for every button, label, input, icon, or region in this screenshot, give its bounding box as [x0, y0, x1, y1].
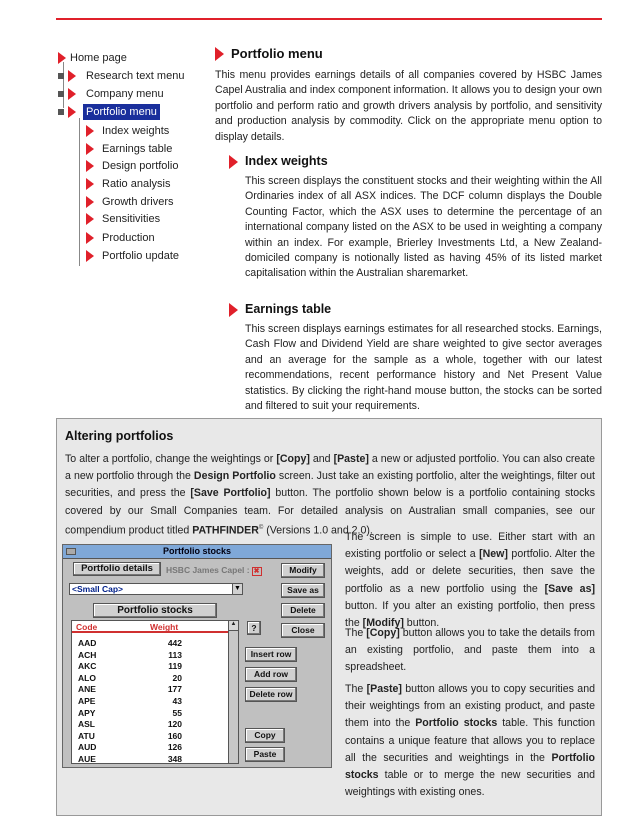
close-button[interactable]: Close: [281, 623, 325, 638]
unchecked-icon[interactable]: ✖: [253, 568, 260, 575]
stock-weight: 177: [167, 684, 182, 695]
portfolio-details-button[interactable]: Portfolio details: [73, 562, 161, 576]
red-arrow-icon: [68, 106, 76, 118]
stock-weight: 113: [168, 649, 182, 660]
save-as-button[interactable]: Save as: [281, 583, 325, 598]
tree-connector: [63, 62, 64, 108]
code-column-header[interactable]: Code: [76, 622, 98, 632]
weight-column-header[interactable]: Weight: [150, 622, 179, 632]
top-rule: [56, 18, 602, 20]
table-row[interactable]: [72, 673, 228, 685]
table-row[interactable]: [72, 754, 228, 766]
tree-node-icon: [58, 91, 64, 97]
portfolio-select[interactable]: <Small Cap> ▼: [69, 583, 243, 595]
red-arrow-icon: [86, 125, 94, 137]
copy-button[interactable]: Copy: [245, 728, 285, 743]
red-arrow-icon: [68, 88, 76, 100]
portfolio-menu-heading: Portfolio menu: [231, 46, 323, 61]
screen-usage-text: The screen is simple to use. Either start with an existing portfolio or select a [New] portfolio. Alter the weights, add or delete securities, then save the portfolio as a new portfolio using the [Save as] button. If you alter an existing portfolio, then press the [Modify] button.: [345, 531, 595, 630]
stock-code: AAD: [78, 638, 97, 648]
dialog-titlebar: [63, 545, 331, 559]
tree-connector: [79, 118, 80, 266]
modify-button[interactable]: Modify: [281, 563, 325, 578]
stock-code: ACH: [78, 649, 97, 660]
earnings-table-text: This screen displays earnings estimates for all researched stocks. Earnings, Cash Flow and Dividend Yield are share weighted to give sector averages and an average for the sample as a whole, together with our latest recommendations, recent performance history and Net Present Value statistics. By clicking the right-hand mouse button, the stocks can be sorted and filtered to suit your requirements.: [245, 323, 602, 413]
stock-weight: 126: [167, 742, 182, 753]
stock-code: APE: [78, 696, 96, 706]
copy-button-text: The [Copy] button allows you to take the details from an existing portfolio, and paste them into a spreadsheet.: [345, 627, 595, 674]
stock-code: APY: [78, 707, 96, 718]
stock-code: ATU: [78, 730, 95, 741]
stock-weight: 119: [168, 661, 182, 672]
stock-weight: 160: [167, 730, 182, 741]
table-row[interactable]: [72, 719, 228, 731]
table-row[interactable]: [72, 696, 228, 708]
stock-code: ANE: [78, 684, 96, 695]
stock-code: ALO: [78, 672, 96, 683]
table-row[interactable]: [72, 638, 228, 650]
delete-button[interactable]: Delete: [281, 603, 325, 618]
delete-row-button[interactable]: Delete row: [245, 687, 297, 702]
paste-button[interactable]: Paste: [245, 747, 285, 762]
list-header: [72, 621, 228, 633]
stock-code: ASL: [78, 719, 95, 730]
stock-weight: 55: [172, 707, 182, 718]
insert-row-button[interactable]: Insert row: [245, 647, 297, 662]
altering-intro-text: To alter a portfolio, change the weightings or [Copy] and [Paste] a new or adjusted portfolio. You can also create a new portfolio through the Design Portfolio screen. Just take an existing portfolio, alter the weightings, filter out securities, and press the [Save Portfolio] button. The portfolio shown below is a portfolio containing stocks covered by our Small Companies team. For detailed analysis on Australian small companies, see our compendium product titled PATHFINDER© (Versions 1.0 and 2.0).: [65, 453, 596, 537]
stock-code: AUD: [78, 742, 97, 753]
stock-code: AUE: [78, 754, 96, 764]
table-row[interactable]: [72, 684, 228, 696]
table-row[interactable]: [72, 650, 228, 662]
altering-portfolios-heading: Altering portfolios: [65, 429, 174, 443]
table-row[interactable]: [72, 661, 228, 673]
red-arrow-icon: [215, 47, 224, 61]
red-arrow-icon: [229, 155, 238, 169]
paste-button-text: The [Paste] button allows you to copy securities and their weightings from an existing product, and paste them into the Portfolio stocks table. This function contains a unique feature that allows you to replace all the securities and weightings in the Portfolio stocks table or to merge the new securities and weightings with existing ones.: [345, 683, 595, 799]
stock-weight: 348: [167, 754, 182, 764]
add-row-button[interactable]: Add row: [245, 667, 297, 682]
index-weights-text: This screen displays the constituent stocks and their weighting within the All Ordinaries index of all ASX indices. The DCF column displays the Double Counting Factor, which the ASX uses to determine the percentage of an international company listed on the ASX to be used in weighting a company within an index. For example, Brierley Investments Ltd, a New Zealand-domiciled company is notionally listed as having 45% of its listed market capitalisation within the Australian sharemarket.: [245, 175, 602, 280]
stock-code: AKC: [78, 661, 97, 672]
portfolio-stocks-list[interactable]: [71, 620, 239, 764]
stock-weight: 442: [167, 638, 182, 648]
red-arrow-icon: [68, 70, 76, 82]
stock-weight: 120: [167, 719, 182, 730]
red-arrow-icon: [229, 303, 238, 317]
red-arrow-icon: [86, 160, 94, 172]
red-arrow-icon: [86, 178, 94, 190]
portfolio-stocks-dialog: [62, 544, 332, 768]
red-arrow-icon: [86, 250, 94, 262]
help-button[interactable]: ?: [247, 621, 261, 635]
dropdown-arrow-icon[interactable]: ▼: [232, 584, 242, 594]
index-weights-heading: Index weights: [245, 154, 328, 168]
earnings-table-heading: Earnings table: [245, 302, 332, 316]
scroll-up-icon[interactable]: ▲: [229, 621, 238, 631]
red-arrow-icon: [58, 52, 66, 64]
hsbc-capel-label: HSBC James Capel : ✖: [166, 565, 260, 575]
list-scrollbar[interactable]: [228, 621, 238, 763]
red-arrow-icon: [86, 143, 94, 155]
stock-weight: 20: [172, 672, 182, 683]
portfolio-stocks-header-button[interactable]: Portfolio stocks: [93, 603, 217, 618]
portfolio-menu-text: This menu provides earnings details of all companies covered by HSBC James Capel Australia and index component information. It allows you to design your own portfolio and perform ratio and growth drivers analysis by portfolio, and sensitivity and production analysis by commodity. Click on the appropriate menu option to display details.: [215, 69, 602, 143]
tree-node-icon: [58, 73, 64, 79]
table-row[interactable]: [72, 742, 228, 754]
table-row[interactable]: [72, 708, 228, 720]
dialog-title: Portfolio stocks: [162, 546, 231, 556]
red-arrow-icon: [86, 232, 94, 244]
table-row[interactable]: [72, 731, 228, 743]
red-arrow-icon: [86, 213, 94, 225]
tree-node-icon: [58, 109, 64, 115]
red-arrow-icon: [86, 196, 94, 208]
stock-weight: 43: [172, 696, 182, 706]
